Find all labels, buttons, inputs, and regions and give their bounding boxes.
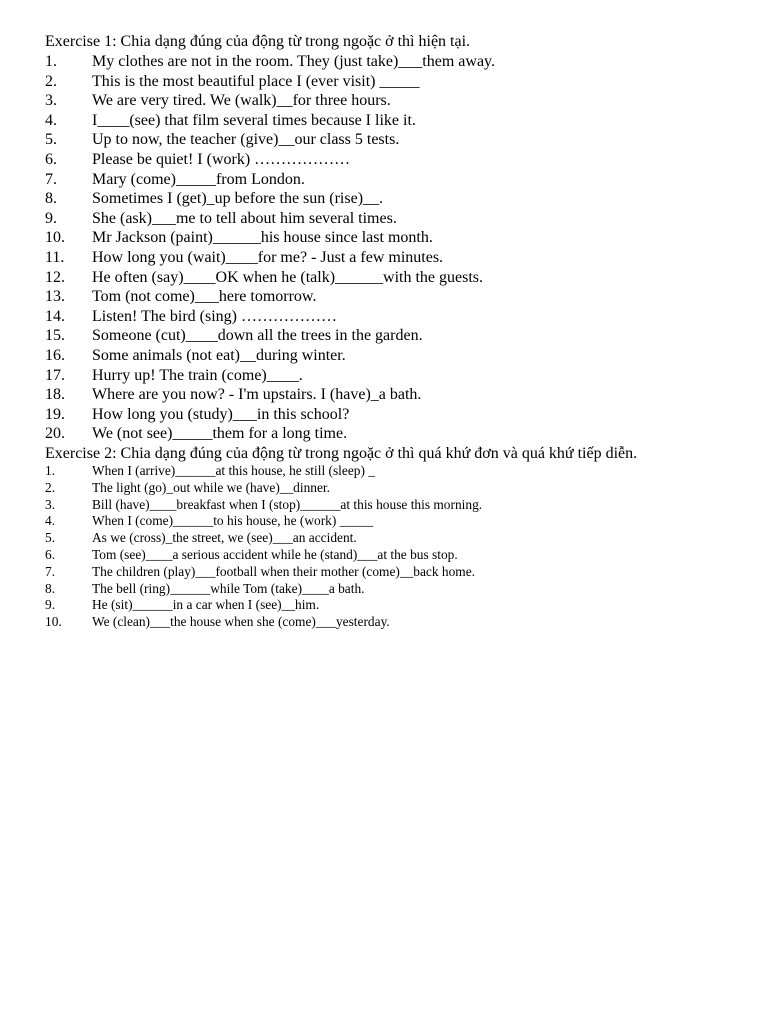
item-number: 10.: [45, 614, 62, 630]
item-text: Tom (not come)___here tomorrow.: [92, 288, 317, 306]
item-text: Up to now, the teacher (give)__our class 5 tests.: [92, 131, 400, 149]
item-number: 8.: [45, 580, 56, 596]
item-number: 17.: [45, 366, 65, 384]
item-text: When I (come)______to his house, he (work) _____: [92, 513, 374, 529]
item-number: 7.: [45, 170, 57, 188]
item-number: 5.: [45, 131, 57, 149]
item-text: When I (arrive)______at this house, he still (sleep) _: [92, 463, 375, 478]
item-number: 4.: [45, 111, 57, 129]
item-text: How long you (study)___in this school?: [92, 405, 350, 423]
item-number: 4.: [45, 513, 56, 529]
item-number: 3.: [45, 92, 57, 110]
item-number: 7.: [45, 563, 56, 579]
item-number: 10.: [45, 229, 65, 247]
item-text: Someone (cut)____down all the trees in the garden.: [92, 327, 423, 345]
item-text: He often (say)____OK when he (talk)______with the guests.: [92, 268, 484, 286]
item-number: 9.: [45, 209, 57, 227]
item-text: Listen! The bird (sing) ………………: [92, 307, 338, 325]
item-number: 16.: [45, 346, 65, 364]
item-number: 8.: [45, 190, 57, 208]
item-text: The children (play)___football when their mother (come)__back home.: [92, 563, 475, 579]
item-text: Tom (see)____a serious accident while he (stand)___at the bus stop.: [92, 546, 458, 562]
item-text: Mr Jackson (paint)______his house since last month.: [92, 229, 433, 247]
item-text: This is the most beautiful place I (ever visit) _____: [92, 72, 420, 90]
item-text: We (not see)_____them for a long time.: [92, 425, 348, 443]
item-number: 20.: [45, 425, 65, 443]
item-number: 5.: [45, 530, 56, 546]
item-text: We are very tired. We (walk)__for three hours.: [92, 92, 391, 110]
item-text: Bill (have)____breakfast when I (stop)______at this house this morning.: [92, 496, 483, 512]
item-number: 6.: [45, 150, 57, 168]
item-text: Where are you now? - I'm upstairs. I (have)_a bath.: [92, 386, 422, 404]
item-number: 2.: [45, 72, 57, 90]
item-text: As we (cross)_the street, we (see)___an accident.: [92, 530, 357, 546]
item-text: My clothes are not in the room. They (just take)___them away.: [92, 53, 496, 70]
item-text: I____(see) that film several times because I like it.: [92, 111, 416, 129]
item-number: 3.: [45, 496, 56, 512]
item-number: 14.: [45, 307, 65, 325]
item-number: 2.: [45, 479, 56, 495]
item-text: Some animals (not eat)__during winter.: [92, 346, 346, 364]
item-text: Sometimes I (get)_up before the sun (rise)__.: [92, 190, 384, 208]
item-text: Hurry up! The train (come)____.: [92, 366, 303, 384]
item-text: The light (go)_out while we (have)__dinner.: [92, 479, 330, 495]
item-number: 1.: [45, 463, 56, 478]
item-number: 1.: [45, 53, 57, 70]
item-number: 9.: [45, 597, 56, 613]
exercise-1-heading: Exercise 1: Chia dạng đúng của động từ trong ngoặc ở thì hiện tại.: [45, 33, 471, 50]
item-number: 13.: [45, 288, 65, 306]
item-number: 18.: [45, 386, 65, 404]
item-number: 15.: [45, 327, 65, 345]
item-number: 12.: [45, 268, 65, 286]
item-text: The bell (ring)______while Tom (take)____a bath.: [92, 580, 365, 596]
item-text: He (sit)______in a car when I (see)__him.: [92, 597, 320, 613]
item-text: Mary (come)_____from London.: [92, 170, 305, 188]
exercise-2-heading: Exercise 2: Chia dạng đúng của động từ trong ngoặc ở thì quá khứ đơn và quá khứ tiếp diễn.: [45, 445, 638, 462]
item-number: 11.: [45, 248, 65, 266]
item-number: 19.: [45, 405, 65, 423]
item-text: How long you (wait)____for me? - Just a few minutes.: [92, 248, 444, 266]
item-text: We (clean)___the house when she (come)___yesterday.: [92, 614, 390, 630]
item-text: She (ask)___me to tell about him several times.: [92, 209, 397, 227]
item-number: 6.: [45, 546, 56, 562]
item-text: Please be quiet! I (work) ………………: [92, 150, 351, 168]
